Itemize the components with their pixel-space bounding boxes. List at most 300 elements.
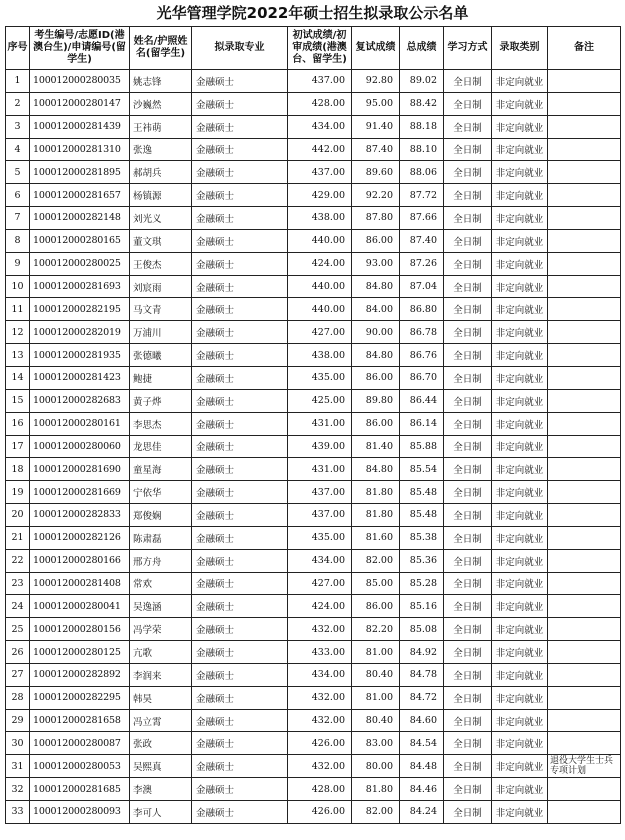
cell-seq: 13 [6, 344, 30, 367]
cell-initial-score: 431.00 [288, 412, 352, 435]
cell-note [548, 138, 621, 161]
cell-total-score: 87.40 [400, 229, 444, 252]
cell-category: 非定向就业 [492, 275, 548, 298]
cell-exam-id: 100012000280093 [30, 801, 130, 824]
cell-exam-id: 100012000282833 [30, 504, 130, 527]
cell-major: 金融硕士 [192, 366, 288, 389]
cell-seq: 28 [6, 686, 30, 709]
cell-category: 非定向就业 [492, 298, 548, 321]
table-row [6, 732, 621, 755]
table-row [6, 481, 621, 504]
cell-retest-score: 86.00 [352, 229, 400, 252]
cell-note [548, 115, 621, 138]
cell-note [548, 435, 621, 458]
cell-major: 金融硕士 [192, 504, 288, 527]
cell-initial-score: 434.00 [288, 663, 352, 686]
table-row [6, 70, 621, 93]
cell-retest-score: 90.00 [352, 321, 400, 344]
cell-category: 非定向就业 [492, 412, 548, 435]
cell-retest-score: 83.00 [352, 732, 400, 755]
cell-major: 金融硕士 [192, 344, 288, 367]
cell-category: 非定向就业 [492, 321, 548, 344]
cell-category: 非定向就业 [492, 595, 548, 618]
cell-note [548, 70, 621, 93]
cell-major: 金融硕士 [192, 138, 288, 161]
cell-study-mode: 全日制 [444, 458, 492, 481]
cell-note [548, 207, 621, 230]
cell-name: 杨镇源 [130, 184, 192, 207]
cell-exam-id: 100012000280060 [30, 435, 130, 458]
cell-initial-score: 442.00 [288, 138, 352, 161]
cell-major: 金融硕士 [192, 663, 288, 686]
cell-note [548, 618, 621, 641]
cell-note [548, 458, 621, 481]
cell-major: 金融硕士 [192, 321, 288, 344]
table-header-row [6, 27, 621, 70]
cell-category: 非定向就业 [492, 115, 548, 138]
cell-category: 非定向就业 [492, 435, 548, 458]
cell-name: 鲍捷 [130, 366, 192, 389]
cell-exam-id: 100012000282148 [30, 207, 130, 230]
cell-retest-score: 87.80 [352, 207, 400, 230]
cell-name: 亢歌 [130, 641, 192, 664]
cell-total-score: 84.24 [400, 801, 444, 824]
cell-note [548, 366, 621, 389]
cell-category: 非定向就业 [492, 618, 548, 641]
cell-retest-score: 84.80 [352, 458, 400, 481]
cell-name: 张德曦 [130, 344, 192, 367]
cell-total-score: 84.54 [400, 732, 444, 755]
cell-exam-id: 100012000282295 [30, 686, 130, 709]
cell-initial-score: 437.00 [288, 70, 352, 93]
cell-study-mode: 全日制 [444, 184, 492, 207]
cell-study-mode: 全日制 [444, 801, 492, 824]
cell-study-mode: 全日制 [444, 389, 492, 412]
cell-total-score: 85.38 [400, 526, 444, 549]
cell-seq: 27 [6, 663, 30, 686]
cell-major: 金融硕士 [192, 595, 288, 618]
header-category: 录取类别 [492, 27, 548, 70]
cell-initial-score: 438.00 [288, 207, 352, 230]
cell-study-mode: 全日制 [444, 92, 492, 115]
cell-initial-score: 427.00 [288, 572, 352, 595]
cell-name: 龙思佳 [130, 435, 192, 458]
cell-exam-id: 100012000282683 [30, 389, 130, 412]
cell-initial-score: 424.00 [288, 252, 352, 275]
cell-seq: 7 [6, 207, 30, 230]
cell-note [548, 184, 621, 207]
cell-major: 金融硕士 [192, 184, 288, 207]
cell-exam-id: 100012000281408 [30, 572, 130, 595]
cell-seq: 10 [6, 275, 30, 298]
admission-table [5, 26, 621, 824]
cell-total-score: 88.18 [400, 115, 444, 138]
cell-major: 金融硕士 [192, 755, 288, 778]
header-name: 姓名/护照姓名(留学生) [130, 27, 192, 70]
cell-category: 非定向就业 [492, 709, 548, 732]
cell-seq: 8 [6, 229, 30, 252]
cell-name: 李澳 [130, 778, 192, 801]
cell-initial-score: 435.00 [288, 526, 352, 549]
cell-retest-score: 86.00 [352, 366, 400, 389]
cell-study-mode: 全日制 [444, 366, 492, 389]
cell-initial-score: 431.00 [288, 458, 352, 481]
cell-retest-score: 80.00 [352, 755, 400, 778]
cell-seq: 18 [6, 458, 30, 481]
cell-category: 非定向就业 [492, 184, 548, 207]
cell-retest-score: 91.40 [352, 115, 400, 138]
cell-study-mode: 全日制 [444, 641, 492, 664]
table-row [6, 663, 621, 686]
cell-major: 金融硕士 [192, 686, 288, 709]
table-row [6, 344, 621, 367]
cell-category: 非定向就业 [492, 732, 548, 755]
cell-seq: 20 [6, 504, 30, 527]
cell-note [548, 595, 621, 618]
cell-retest-score: 80.40 [352, 663, 400, 686]
table-row [6, 229, 621, 252]
cell-name: 童星海 [130, 458, 192, 481]
cell-initial-score: 432.00 [288, 618, 352, 641]
cell-category: 非定向就业 [492, 572, 548, 595]
cell-retest-score: 85.00 [352, 572, 400, 595]
cell-major: 金融硕士 [192, 435, 288, 458]
cell-exam-id: 100012000281895 [30, 161, 130, 184]
cell-category: 非定向就业 [492, 686, 548, 709]
cell-name: 刘宸雨 [130, 275, 192, 298]
cell-exam-id: 100012000280165 [30, 229, 130, 252]
table-row [6, 618, 621, 641]
cell-total-score: 85.36 [400, 549, 444, 572]
cell-seq: 9 [6, 252, 30, 275]
header-study-mode: 学习方式 [444, 27, 492, 70]
cell-retest-score: 89.60 [352, 161, 400, 184]
cell-total-score: 86.78 [400, 321, 444, 344]
cell-study-mode: 全日制 [444, 115, 492, 138]
table-row [6, 458, 621, 481]
cell-exam-id: 100012000280087 [30, 732, 130, 755]
cell-major: 金融硕士 [192, 526, 288, 549]
header-exam-id: 考生编号/志愿ID(港澳台生)/申请编号(留学生) [30, 27, 130, 70]
cell-seq: 30 [6, 732, 30, 755]
cell-exam-id: 100012000281669 [30, 481, 130, 504]
table-row [6, 366, 621, 389]
cell-major: 金融硕士 [192, 275, 288, 298]
table-row [6, 115, 621, 138]
cell-total-score: 85.48 [400, 481, 444, 504]
cell-initial-score: 440.00 [288, 229, 352, 252]
table-row [6, 321, 621, 344]
cell-seq: 32 [6, 778, 30, 801]
cell-initial-score: 434.00 [288, 115, 352, 138]
cell-retest-score: 84.80 [352, 344, 400, 367]
cell-note [548, 801, 621, 824]
cell-retest-score: 89.80 [352, 389, 400, 412]
cell-note [548, 549, 621, 572]
cell-retest-score: 87.40 [352, 138, 400, 161]
cell-study-mode: 全日制 [444, 138, 492, 161]
cell-total-score: 84.60 [400, 709, 444, 732]
cell-initial-score: 429.00 [288, 184, 352, 207]
cell-seq: 29 [6, 709, 30, 732]
page-title: 光华管理学院2022年硕士招生拟录取公示名单 [156, 4, 469, 22]
cell-name: 陈肃磊 [130, 526, 192, 549]
table-row [6, 92, 621, 115]
cell-seq: 14 [6, 366, 30, 389]
cell-seq: 6 [6, 184, 30, 207]
cell-seq: 5 [6, 161, 30, 184]
cell-study-mode: 全日制 [444, 686, 492, 709]
cell-total-score: 88.10 [400, 138, 444, 161]
cell-name: 张逸 [130, 138, 192, 161]
cell-study-mode: 全日制 [444, 70, 492, 93]
cell-exam-id: 100012000281310 [30, 138, 130, 161]
cell-category: 非定向就业 [492, 778, 548, 801]
table-row [6, 572, 621, 595]
table-row [6, 252, 621, 275]
cell-initial-score: 433.00 [288, 641, 352, 664]
cell-note [548, 686, 621, 709]
cell-category: 非定向就业 [492, 366, 548, 389]
cell-note [548, 504, 621, 527]
table-row [6, 686, 621, 709]
cell-exam-id: 100012000281439 [30, 115, 130, 138]
header-note: 备注 [548, 27, 621, 70]
table-row [6, 207, 621, 230]
cell-category: 非定向就业 [492, 549, 548, 572]
cell-name: 韩昊 [130, 686, 192, 709]
cell-study-mode: 全日制 [444, 161, 492, 184]
cell-note [548, 641, 621, 664]
cell-category: 非定向就业 [492, 801, 548, 824]
table-row [6, 709, 621, 732]
cell-major: 金融硕士 [192, 732, 288, 755]
cell-category: 非定向就业 [492, 481, 548, 504]
cell-retest-score: 84.80 [352, 275, 400, 298]
header-seq: 序号 [6, 27, 30, 70]
cell-major: 金融硕士 [192, 229, 288, 252]
cell-exam-id: 100012000282019 [30, 321, 130, 344]
cell-major: 金融硕士 [192, 389, 288, 412]
cell-total-score: 84.72 [400, 686, 444, 709]
cell-study-mode: 全日制 [444, 709, 492, 732]
cell-retest-score: 84.00 [352, 298, 400, 321]
cell-seq: 21 [6, 526, 30, 549]
cell-exam-id: 100012000280035 [30, 70, 130, 93]
cell-retest-score: 81.80 [352, 778, 400, 801]
cell-name: 王俊杰 [130, 252, 192, 275]
cell-study-mode: 全日制 [444, 572, 492, 595]
header-major: 拟录取专业 [192, 27, 288, 70]
cell-initial-score: 440.00 [288, 275, 352, 298]
cell-initial-score: 439.00 [288, 435, 352, 458]
cell-major: 金融硕士 [192, 252, 288, 275]
table-row [6, 435, 621, 458]
cell-seq: 25 [6, 618, 30, 641]
cell-note [548, 389, 621, 412]
table-row [6, 389, 621, 412]
cell-exam-id: 100012000282892 [30, 663, 130, 686]
cell-exam-id: 100012000281423 [30, 366, 130, 389]
cell-note [548, 526, 621, 549]
cell-exam-id: 100012000280147 [30, 92, 130, 115]
cell-study-mode: 全日制 [444, 595, 492, 618]
cell-retest-score: 81.00 [352, 686, 400, 709]
cell-category: 非定向就业 [492, 663, 548, 686]
cell-major: 金融硕士 [192, 778, 288, 801]
cell-name: 吴逸涵 [130, 595, 192, 618]
cell-retest-score: 95.00 [352, 92, 400, 115]
cell-seq: 19 [6, 481, 30, 504]
cell-initial-score: 425.00 [288, 389, 352, 412]
cell-initial-score: 435.00 [288, 366, 352, 389]
cell-major: 金融硕士 [192, 207, 288, 230]
cell-total-score: 86.80 [400, 298, 444, 321]
cell-name: 万浦川 [130, 321, 192, 344]
cell-major: 金融硕士 [192, 92, 288, 115]
cell-initial-score: 432.00 [288, 755, 352, 778]
cell-study-mode: 全日制 [444, 504, 492, 527]
cell-seq: 23 [6, 572, 30, 595]
cell-study-mode: 全日制 [444, 435, 492, 458]
cell-exam-id: 100012000281658 [30, 709, 130, 732]
cell-exam-id: 100012000281690 [30, 458, 130, 481]
cell-total-score: 86.14 [400, 412, 444, 435]
cell-major: 金融硕士 [192, 481, 288, 504]
cell-major: 金融硕士 [192, 161, 288, 184]
cell-study-mode: 全日制 [444, 252, 492, 275]
table-body [6, 70, 621, 824]
cell-note: 退役大学生士兵专项计划 [548, 755, 621, 778]
cell-note [548, 709, 621, 732]
cell-note [548, 275, 621, 298]
cell-note [548, 663, 621, 686]
cell-retest-score: 81.80 [352, 504, 400, 527]
cell-seq: 17 [6, 435, 30, 458]
cell-major: 金融硕士 [192, 115, 288, 138]
cell-exam-id: 100012000280053 [30, 755, 130, 778]
cell-category: 非定向就业 [492, 138, 548, 161]
header-total-score: 总成绩 [400, 27, 444, 70]
cell-total-score: 85.48 [400, 504, 444, 527]
cell-seq: 4 [6, 138, 30, 161]
cell-seq: 33 [6, 801, 30, 824]
cell-major: 金融硕士 [192, 801, 288, 824]
cell-major: 金融硕士 [192, 458, 288, 481]
cell-name: 常欢 [130, 572, 192, 595]
cell-category: 非定向就业 [492, 458, 548, 481]
cell-study-mode: 全日制 [444, 663, 492, 686]
cell-category: 非定向就业 [492, 526, 548, 549]
cell-seq: 11 [6, 298, 30, 321]
cell-exam-id: 100012000281685 [30, 778, 130, 801]
table-row [6, 138, 621, 161]
cell-seq: 15 [6, 389, 30, 412]
cell-major: 金融硕士 [192, 641, 288, 664]
cell-initial-score: 434.00 [288, 549, 352, 572]
cell-retest-score: 86.00 [352, 412, 400, 435]
cell-total-score: 87.26 [400, 252, 444, 275]
cell-study-mode: 全日制 [444, 549, 492, 572]
cell-retest-score: 82.00 [352, 549, 400, 572]
cell-initial-score: 428.00 [288, 92, 352, 115]
cell-category: 非定向就业 [492, 755, 548, 778]
cell-total-score: 88.06 [400, 161, 444, 184]
table-row [6, 641, 621, 664]
cell-seq: 24 [6, 595, 30, 618]
cell-category: 非定向就业 [492, 252, 548, 275]
cell-study-mode: 全日制 [444, 344, 492, 367]
cell-total-score: 85.88 [400, 435, 444, 458]
cell-retest-score: 92.80 [352, 70, 400, 93]
cell-exam-id: 100012000281657 [30, 184, 130, 207]
cell-name: 李可人 [130, 801, 192, 824]
cell-seq: 16 [6, 412, 30, 435]
cell-major: 金融硕士 [192, 298, 288, 321]
cell-note [548, 572, 621, 595]
cell-initial-score: 432.00 [288, 709, 352, 732]
cell-name: 沙巍然 [130, 92, 192, 115]
cell-name: 张政 [130, 732, 192, 755]
cell-total-score: 86.70 [400, 366, 444, 389]
cell-total-score: 86.44 [400, 389, 444, 412]
cell-note [548, 161, 621, 184]
header-retest-score: 复试成绩 [352, 27, 400, 70]
cell-initial-score: 428.00 [288, 778, 352, 801]
cell-total-score: 89.02 [400, 70, 444, 93]
cell-name: 郑俊娴 [130, 504, 192, 527]
cell-name: 李思杰 [130, 412, 192, 435]
cell-retest-score: 86.00 [352, 595, 400, 618]
cell-exam-id: 100012000280166 [30, 549, 130, 572]
cell-initial-score: 426.00 [288, 732, 352, 755]
cell-total-score: 88.42 [400, 92, 444, 115]
table-row [6, 504, 621, 527]
cell-seq: 1 [6, 70, 30, 93]
cell-exam-id: 100012000280041 [30, 595, 130, 618]
cell-seq: 3 [6, 115, 30, 138]
cell-initial-score: 424.00 [288, 595, 352, 618]
cell-note [548, 481, 621, 504]
cell-note [548, 732, 621, 755]
table-row [6, 755, 621, 778]
cell-note [548, 92, 621, 115]
cell-retest-score: 82.00 [352, 801, 400, 824]
cell-category: 非定向就业 [492, 161, 548, 184]
cell-retest-score: 81.00 [352, 641, 400, 664]
cell-category: 非定向就业 [492, 344, 548, 367]
cell-exam-id: 100012000282126 [30, 526, 130, 549]
cell-initial-score: 426.00 [288, 801, 352, 824]
cell-study-mode: 全日制 [444, 732, 492, 755]
cell-study-mode: 全日制 [444, 481, 492, 504]
cell-initial-score: 440.00 [288, 298, 352, 321]
cell-total-score: 87.66 [400, 207, 444, 230]
cell-category: 非定向就业 [492, 207, 548, 230]
cell-initial-score: 437.00 [288, 504, 352, 527]
cell-total-score: 87.04 [400, 275, 444, 298]
cell-retest-score: 93.00 [352, 252, 400, 275]
table-row [6, 298, 621, 321]
cell-note [548, 412, 621, 435]
table-row [6, 778, 621, 801]
cell-note [548, 252, 621, 275]
table-row [6, 801, 621, 824]
cell-major: 金融硕士 [192, 549, 288, 572]
cell-category: 非定向就业 [492, 504, 548, 527]
cell-total-score: 87.72 [400, 184, 444, 207]
cell-name: 李润来 [130, 663, 192, 686]
